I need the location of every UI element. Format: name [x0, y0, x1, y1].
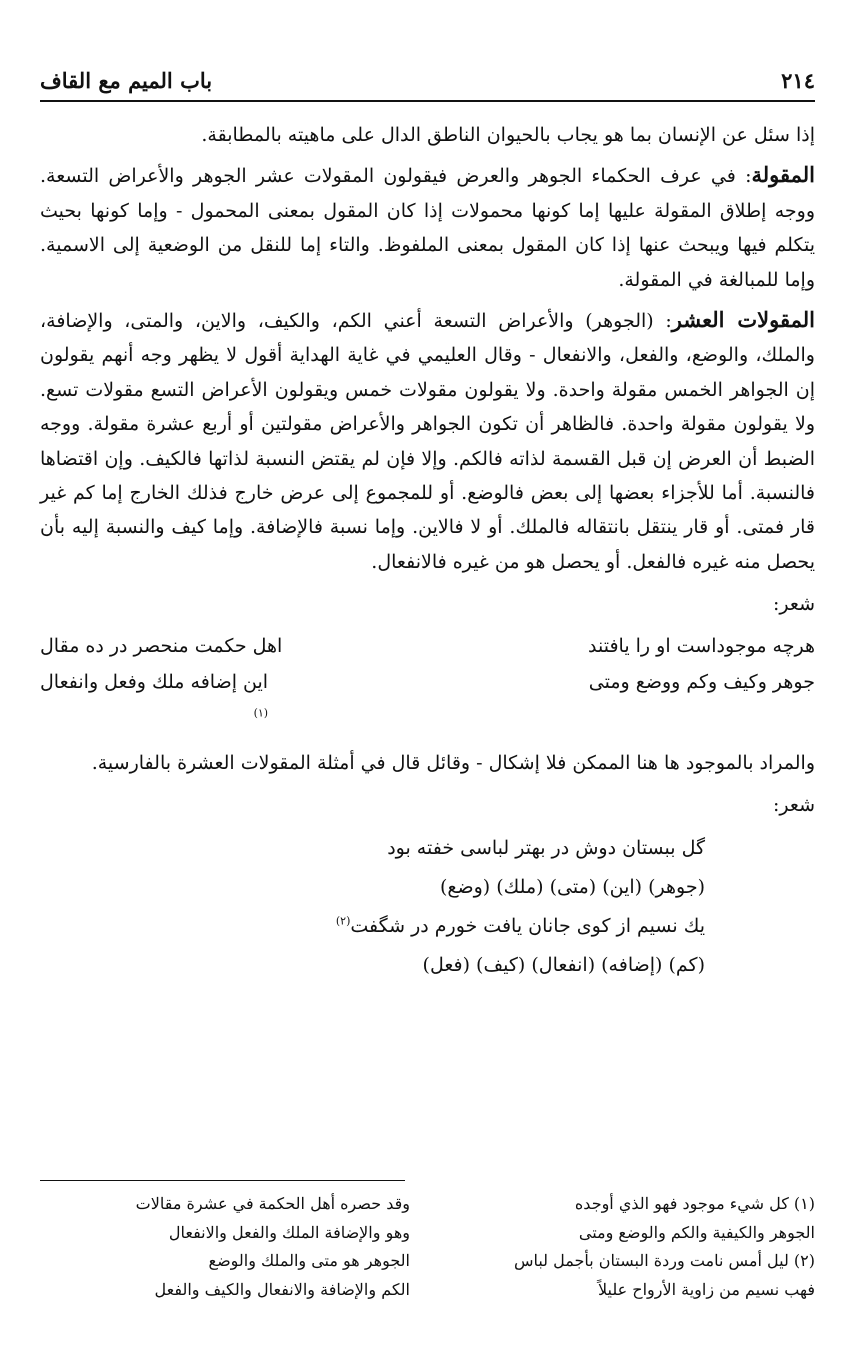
entry-text: : (الجوهر) والأعراض التسعة أعني الكم، والكيف، والاين، والمتى، والإضافة، والملك، والوضع، والفعل، والانفعال - وقال العليمي في غاية الهداية أقول لا يظهر وجه أنهم يقولون إن الجواهر الخمس مقولة واحدة. ولا يقولون مقولات خمس ويقولون الأعراض التسع مقولات تسع. ولا يقولون مقولة واحدة. فالظاهر أن تكون الجواهر والأعراض مقولتين أو أربع عشرة مقولة. ووجه الضبط أن العرض إن قبل القسمة لذاته فالكم. وإلا فإن لم يقتض النسبة لذاتها فالكيف. وإن اقتضاها فالنسبة. أما للأجزاء بعضها إلى بعض فالوضع. أو للمجموع إلى عرض خارج فذلك الخارج إما كم غير قار فمتى. أو قار ينتقل بانتقاله فالملك. أو لا فالاين. وإما نسبة فالإضافة. وإما كيف والنسبة إليه بأن يحصل منه غيره فالفعل. أو يحصل هو من غيره فالانفعال.	[40, 310, 815, 573]
poem-line: گل ببستان دوش در بهتر لباسى خفته بود	[387, 836, 705, 859]
footnote-line: الكم والإضافة والانفعال والكيف والفعل	[154, 1279, 410, 1299]
paragraph-note	[40, 746, 815, 780]
paragraph-text: والمراد بالموجود ها هنا الممكن فلا إشكال - وقائل قال في أمثلة المقولات العشرة بالفارسية.	[91, 751, 815, 774]
footnote-line: (٢) ليل أمس نامت وردة البستان بأجمل لباس	[513, 1251, 815, 1270]
body-text	[40, 118, 815, 985]
hemistich: هرچه موجوداست او را يافتند	[588, 634, 815, 657]
poem-label: شعر:	[773, 593, 815, 616]
poem-verse	[40, 664, 815, 736]
entry-term: المقولات العشر	[671, 307, 815, 333]
entry-term: المقولة	[751, 162, 815, 188]
footnote-ref: (١)	[253, 706, 269, 720]
poem-line	[40, 907, 705, 946]
hemistich: جوهر وكيف وكم ووضع ومتى	[588, 670, 815, 693]
footnotes	[40, 1190, 815, 1304]
chapter-title: باب الميم مع القاف	[40, 67, 213, 93]
poem-line: (كم) (إضافه) (انفعال) (كيف) (فعل)	[422, 953, 705, 976]
footnote-line: وهو والإضافة الملك والفعل والانفعال	[168, 1222, 410, 1242]
footnotes-right-column	[445, 1190, 815, 1304]
page-number: ٢١٤	[781, 67, 815, 93]
footnote-line: فهب نسيم من زاوية الأرواح عليلاً	[597, 1279, 815, 1299]
paragraph-intro	[40, 118, 815, 152]
poem-line: (جوهر) (اين) (متى) (ملك) (وضع)	[439, 875, 705, 898]
footnote-line: وقد حصره أهل الحكمة في عشرة مقالات	[135, 1194, 410, 1213]
footnote-line: (١) كل شيء موجود فهو الذي أوجده	[574, 1194, 815, 1213]
poem-line-text: يك نسيم از كوى جانان يافت خورم در شگفت	[350, 914, 705, 937]
hemistich	[40, 664, 268, 736]
paragraph-maqula	[40, 158, 815, 297]
footnote-ref: (٢)	[335, 914, 351, 928]
hemistich-text: اين إضافه ملك وفعل وانفعال	[40, 670, 269, 693]
paragraph-text: إذا سئل عن الإنسان بما هو يجاب بالحيوان الناطق الدال على ماهيته بالمطابقة.	[201, 124, 815, 146]
footnote-line: الجوهر والكيفية والكم والوضع ومتى	[578, 1222, 815, 1242]
poem-verse	[40, 628, 815, 664]
footnotes-left-column	[40, 1190, 410, 1304]
poem-label: شعر:	[773, 794, 815, 817]
paragraph-maqulat-ten	[40, 303, 815, 579]
hemistich: اهل حكمت منحصر در ده مقال	[40, 634, 283, 657]
footnote-line: الجوهر هو متى والملك والوضع	[208, 1251, 410, 1270]
footnote-divider	[40, 1180, 405, 1181]
entry-text: : في عرف الحكماء الجوهر والعرض فيقولون المقولات عشر الجوهر والأعراض التسعة. ووجه إطلاق المقولة عليها إما كونها محمولات إذا كان المقول بمعنى المحمول - وإما كونها بحيث يتكلم فيها ويبحث عنها إذا كان المقول بمعنى الملفوظ. والتاء إما للنقل من الوضعية إلى الاسمية. وإما للمبالغة في المقولة.	[40, 165, 815, 291]
page-header	[40, 60, 815, 102]
persian-poem	[40, 829, 705, 985]
